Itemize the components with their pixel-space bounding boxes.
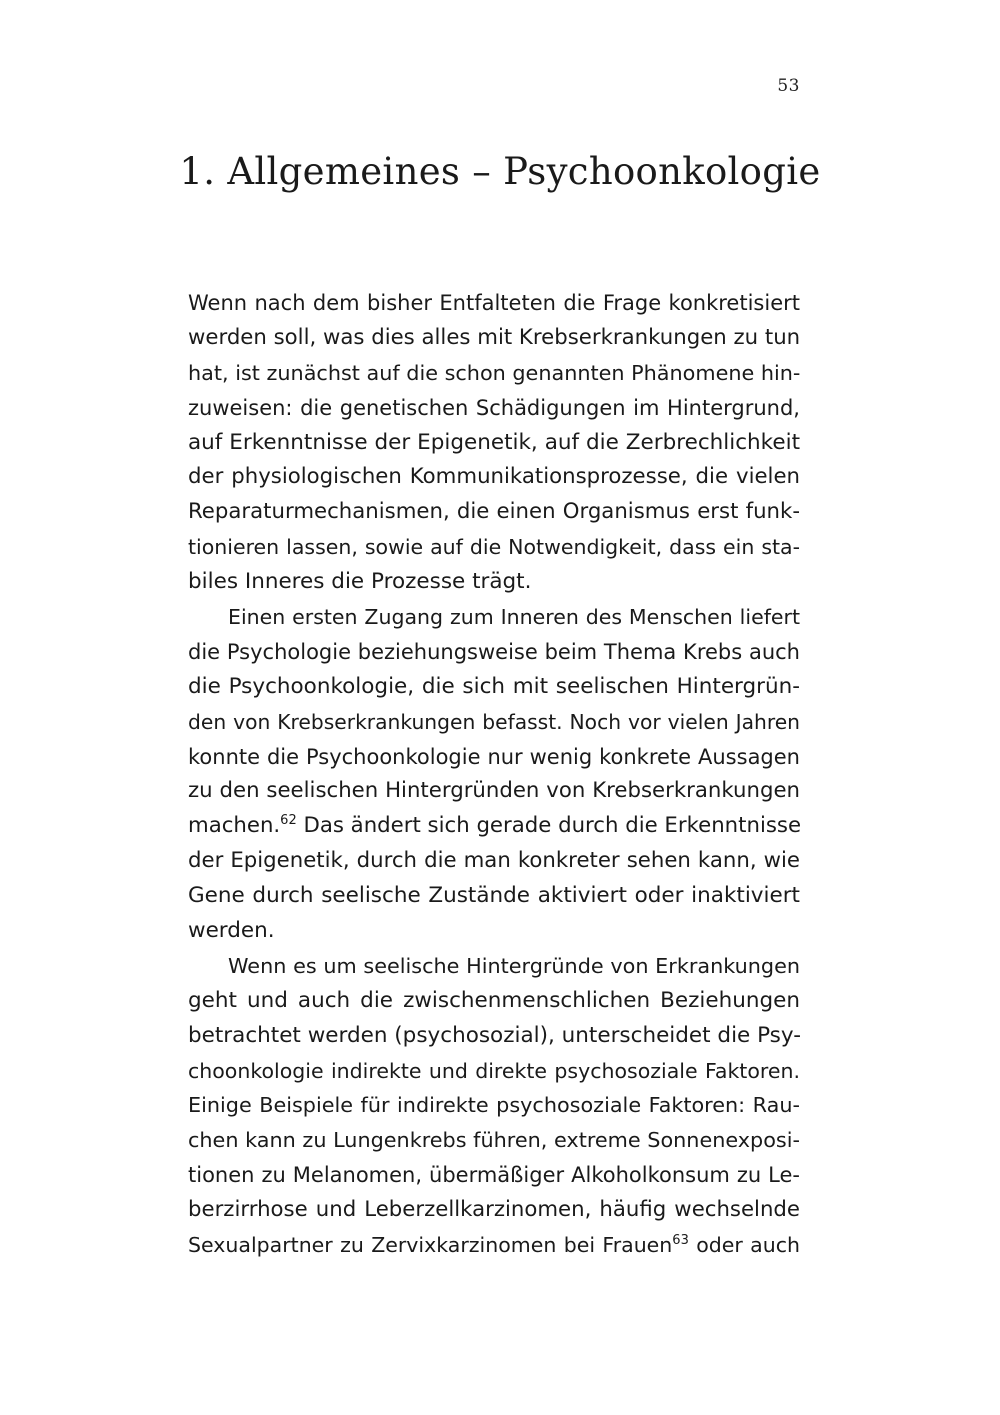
text-line-with-footnote [188,1228,800,1263]
text-line: Reparaturmechanismen, die einen Organismus erst funk- [188,499,800,525]
paragraph-2 [188,600,800,949]
text-line: werden. [188,918,275,944]
text-line: choonkologie indirekte und direkte psychosoziale Faktoren. [188,1058,800,1083]
text-line: die Psychoonkologie, die sich mit seelischen Hintergrün- [188,673,800,699]
text-line: Gene durch seelische Zustände aktiviert oder inaktiviert [188,883,800,909]
text-segment: oder auch [688,1233,801,1258]
text-line: berzirrhose und Leberzellkarzinomen, häufig wechselnde [188,1197,800,1223]
text-line: hat, ist zunächst auf die schon genannten Phänomene hin- [188,360,801,385]
footnote-marker[interactable]: 63 [672,1233,689,1249]
paragraph-3 [188,949,800,1263]
text-segment: Das ändert sich gerade durch die Erkenntnisse [296,813,802,839]
text-line: Einige Beispiele für indirekte psychosoziale Faktoren: Rau- [188,1093,800,1118]
text-line: den von Krebserkrankungen befasst. Noch vor vielen Jahren [188,709,800,734]
text-line: auf Erkenntnisse der Epigenetik, auf die Zerbrechlichkeit [188,429,800,455]
text-line: Wenn nach dem bisher Entfalteten die Frage konkretisiert [188,291,800,315]
text-line: werden soll, was dies alles mit Krebserkrankungen zu tun [188,324,801,350]
text-line: konnte die Psychoonkologie nur wenig konkrete Aussagen [188,744,800,769]
footnote-marker[interactable]: 62 [280,813,297,829]
text-line: tionen zu Melanomen, übermäßiger Alkoholkonsum zu Le- [188,1163,800,1188]
text-segment: Sexualpartner zu Zervixkarzinomen bei Frauen [188,1233,673,1258]
text-line: der Epigenetik, durch die man konkreter sehen kann, wie [188,848,800,874]
text-line: Wenn es um seelische Hintergründe von Erkrankungen [228,953,800,978]
chapter-title: 1. Allgemeines – Psychoonkologie [179,150,821,193]
text-line: tionieren lassen, sowie auf die Notwendigkeit, dass ein sta- [188,535,800,560]
text-line: chen kann zu Lungenkrebs führen, extreme Sonnenexposi- [188,1128,800,1153]
page-number: 53 [777,76,800,96]
text-line: der physiologischen Kommunikationsprozesse, die vielen [188,464,800,490]
text-line: betrachtet werden (psychosozial), unterscheidet die Psy- [188,1022,801,1048]
body-text [188,286,800,1263]
text-line: geht und auch die zwischenmenschlichen Beziehungen [188,987,800,1013]
text-line: die Psychologie beziehungsweise beim Thema Krebs auch [188,639,800,664]
paragraph-1 [188,286,800,600]
text-line: Einen ersten Zugang zum Inneren des Menschen liefert [228,605,800,630]
text-line: zuweisen: die genetischen Schädigungen im Hintergrund, [188,395,800,420]
text-line: zu den seelischen Hintergründen von Krebserkrankungen [188,778,800,804]
text-line-with-footnote [188,809,800,844]
text-segment: machen. [188,813,281,839]
text-line: biles Inneres die Prozesse trägt. [188,569,532,595]
